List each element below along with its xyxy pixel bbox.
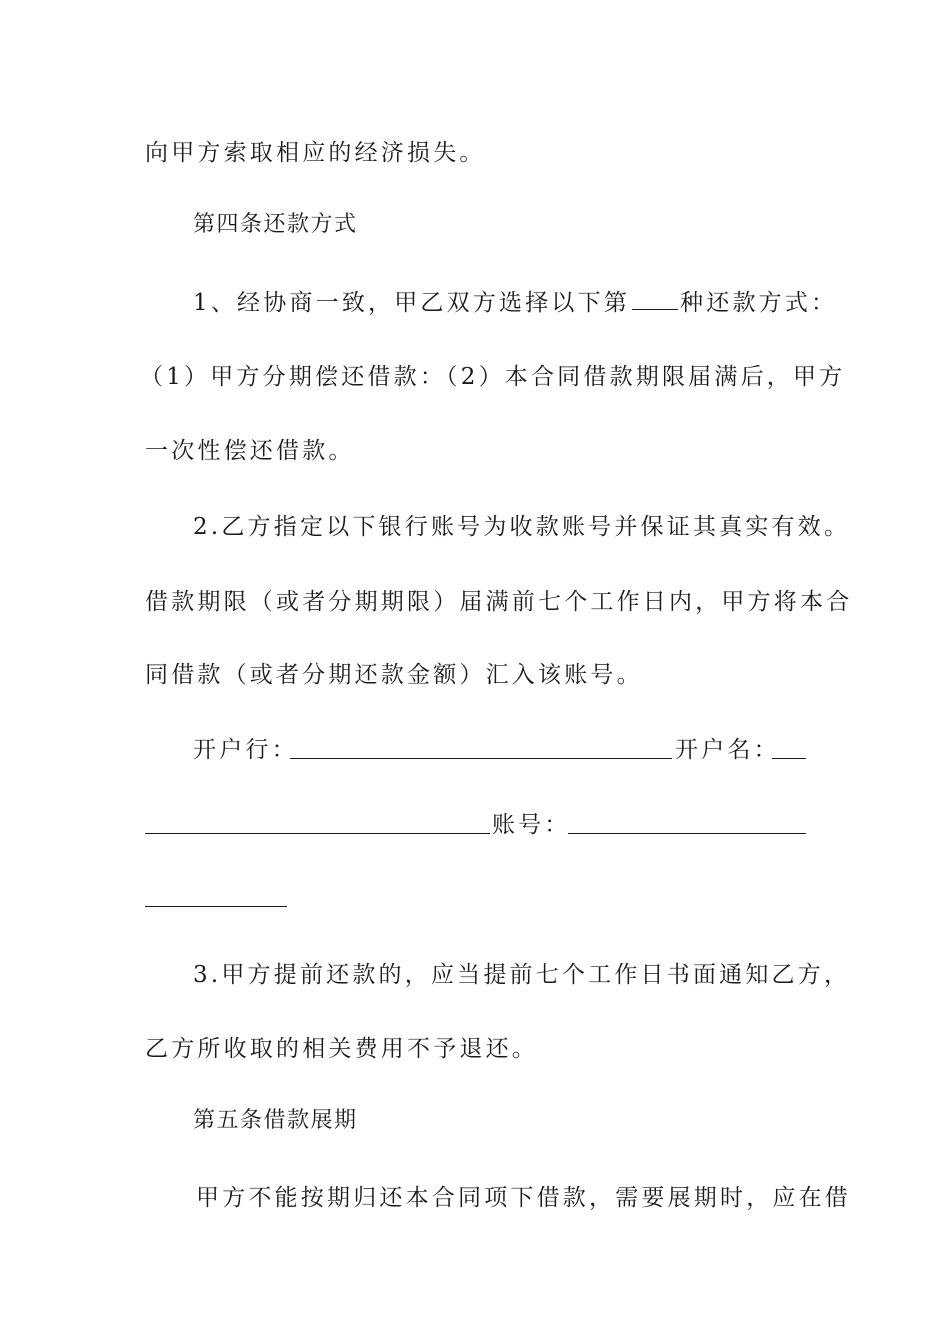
repayment-choice-text: 1、经协商一致，甲乙双方选择以下第 (193, 290, 631, 316)
paragraph-line: 借款期限（或者分期期限）届满前七个工作日内，甲方将本合 (145, 589, 853, 615)
account-number-blank-end[interactable] (145, 906, 287, 907)
bank-label: 开户行： (193, 737, 298, 763)
repayment-method-blank[interactable] (632, 289, 678, 310)
paragraph-line: 向甲方索取相应的经济损失。 (145, 140, 486, 166)
paragraph-line: 同借款（或者分期还款金额）汇入该账号。 (145, 662, 643, 688)
account-number-label: 账号： (492, 812, 571, 838)
paragraph-line: 甲方不能按期归还本合同项下借款，需要展期时，应在借 (196, 1185, 851, 1211)
paragraph-line: 3.甲方提前还款的，应当提前七个工作日书面通知乙方， (193, 962, 851, 988)
account-holder-blank-start[interactable] (772, 758, 806, 759)
bank-name-blank[interactable] (290, 758, 672, 759)
paragraph-line: 乙方所收取的相关费用不予退还。 (145, 1036, 538, 1062)
paragraph-line: 2.乙方指定以下银行账号为收款账号并保证其真实有效。 (193, 514, 851, 540)
account-holder-blank-end[interactable] (145, 833, 490, 834)
section-heading-article-4: 第四条还款方式 (193, 212, 358, 237)
section-heading-article-5: 第五条借款展期 (193, 1108, 358, 1133)
account-holder-label: 开户名： (675, 737, 780, 763)
repayment-choice-text-end: 种还款方式： (680, 290, 838, 316)
paragraph-line: （1）甲方分期偿还借款：（2）本合同借款期限届满后，甲方 (140, 364, 846, 390)
account-number-blank[interactable] (568, 833, 806, 834)
repayment-choice-line (193, 288, 837, 318)
paragraph-line: 一次性偿还借款。 (145, 438, 355, 464)
